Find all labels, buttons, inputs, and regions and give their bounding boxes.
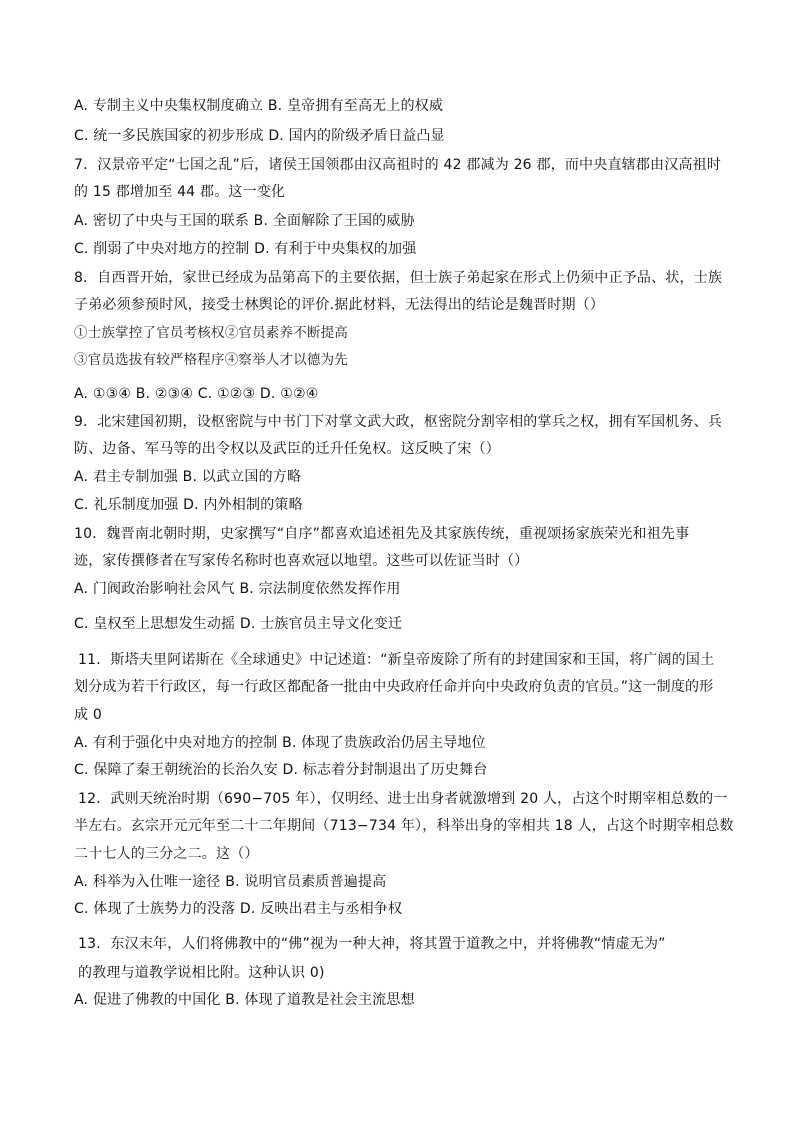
q11-options-cd: C. 保障了秦王朝统治的长治久安 D. 标志着分封制退出了历史舞台 xyxy=(74,762,488,778)
q12-stem-line-1: 12．武则天统治时期（690−705 年），仅明经、进士出身者就激增到 20 人，占这个时期宰相总数的一 xyxy=(78,791,728,807)
q7-stem-line-1: 7．汉景帝平定“七国之乱”后，诸侯王国领郡由汉高祖时的 42 郡减为 26 郡，而中央直辖郡由汉高祖时 xyxy=(74,157,722,173)
q9-options-ab: A. 君主专制加强 B. 以武立国的方略 xyxy=(74,469,302,485)
q11-stem-line-3: 成 0 xyxy=(74,707,102,723)
q10-stem-line-1: 10．魏晋南北朝时期，史家撰写“自序”都喜欢追述祖先及其家族传统，重视颂扬家族荣光和祖先事 xyxy=(74,526,690,542)
q9-stem-line-2: 防、边备、军马等的出令权以及武臣的迁升任免权。这反映了宋（） xyxy=(74,441,500,457)
q12-stem-line-3: 二十七人的三分之二。这（） xyxy=(74,846,259,862)
q12-options-ab: A. 科举为入仕唯一途径 B. 说明官员素质普遍提高 xyxy=(74,874,387,890)
q11-options-ab: A. 有利于强化中央对地方的控制 B. 体现了贵族政治仍居主导地位 xyxy=(74,735,486,751)
q13-stem-line-2: 的教理与道教学说相比附。这种认识 0) xyxy=(78,965,325,981)
q8-stem-line-2: 子弟必须参预时风，接受士林舆论的评价.据此材料，无法得出的结论是魏晋时期（） xyxy=(74,297,605,313)
q8-options: A. ①③④ B. ②③④ C. ①②③ D. ①②④ xyxy=(74,386,319,402)
q10-options-cd: C. 皇权至上思想发生动摇 D. 士族官员主导文化变迁 xyxy=(74,616,403,632)
q11-stem-line-1: 11．斯塔夫里阿诺斯在《全球通史》中记述道：“新皇帝废除了所有的封建国家和王国，将广阔的国土 xyxy=(78,652,715,668)
q6-options-cd: C. 统一多民族国家的初步形成 D. 国内的阶级矛盾日益凸显 xyxy=(74,128,445,144)
q8-statements-1-2: ①士族掌控了官员考核权②官员素养不断提高 xyxy=(74,325,348,341)
q10-stem-line-2: 迹，家传撰修者在写家传名称时也喜欢冠以地望。这些可以佐证当时（） xyxy=(74,553,529,569)
q6-options-ab: A. 专制主义中央集权制度确立 B. 皇帝拥有至高无上的权威 xyxy=(74,98,444,114)
q7-options-ab: A. 密切了中央与王国的联系 B. 全面解除了王国的威胁 xyxy=(74,213,415,229)
q8-stem-line-1: 8．自西晋开始，家世已经成为品第高下的主要依据，但士族子弟起家在形式上仍须中正予品、状，士族 xyxy=(74,270,723,286)
q9-stem-line-1: 9．北宋建国初期，设枢密院与中书门下对掌文武大政，枢密院分割宰相的掌兵之权，拥有军国机务、兵 xyxy=(74,414,723,430)
q8-statements-3-4: ③官员选拔有较严格程序④察举人才以德为先 xyxy=(74,352,348,368)
q12-stem-line-2: 半左右。玄宗开元元年至二十二年期间（713−734 年），科举出身的宰相共 18 人，占这个时期宰相总数 xyxy=(74,818,734,834)
q10-options-ab: A. 门阀政治影响社会风气 B. 宗法制度依然发挥作用 xyxy=(74,581,401,597)
q13-stem-line-1: 13．东汉末年，人们将佛教中的“佛”视为一种大神，将其置于道教之中，并将佛教“情虚无为” xyxy=(78,936,666,952)
q7-stem-line-2: 的 15 郡增加至 44 郡。这一变化 xyxy=(74,184,286,200)
q12-options-cd: C. 体现了士族势力的没落 D. 反映出君主与丞相争权 xyxy=(74,901,403,917)
q13-options-ab: A. 促进了佛教的中国化 B. 体现了道教是社会主流思想 xyxy=(74,992,415,1008)
q9-options-cd: C. 礼乐制度加强 D. 内外相制的策略 xyxy=(74,497,303,513)
q7-options-cd: C. 削弱了中央对地方的控制 D. 有利于中央集权的加强 xyxy=(74,241,417,257)
q11-stem-line-2: 划分成为若干行政区，每一行政区都配备一批由中央政府任命并向中央政府负责的官员。”这一制度的形 xyxy=(74,679,714,695)
